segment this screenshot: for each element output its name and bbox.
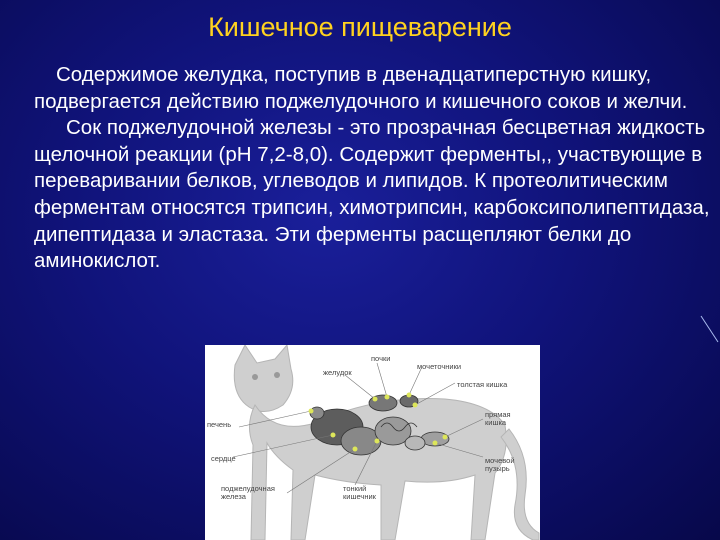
label-pancreas: поджелудочная железа xyxy=(221,484,275,501)
label-heart: сердце xyxy=(211,454,236,463)
slide-title: Кишечное пищеварение xyxy=(208,12,512,42)
cat-illustration xyxy=(205,345,540,540)
label-ureters: мочеточники xyxy=(417,362,462,371)
slide-body xyxy=(34,62,718,275)
label-bladder: мочевой пузырь xyxy=(485,456,515,473)
label-large-intestine: толстая кишка xyxy=(457,380,508,389)
label-small-intestine: тонкий кишечник xyxy=(343,484,376,501)
paragraph-2: Сок поджелудочной железы - это прозрачная бесцветная жидкость щелочной реакции (рН 7,2-8,0). Содержит ферменты,, участвующие в переваривании белков, углеводов и липидов. К протеолитическим ферментам относятся трипсин, химотрипсин, карбоксиполипептидаза, дипептидаза и эластаза. Эти ферменты расщепляют белки до аминокислот. xyxy=(34,116,710,273)
label-kidneys: почки xyxy=(371,354,391,363)
paragraph-1: Содержимое желудка, поступив в двенадцатиперстную кишку, подвергается действию поджелудочного и кишечного соков и желчи. xyxy=(34,63,688,113)
label-rectum: прямая кишка xyxy=(485,410,511,427)
cat-anatomy-diagram xyxy=(205,345,540,540)
label-liver: печень xyxy=(207,420,232,429)
label-stomach: желудок xyxy=(323,368,352,377)
decorative-corner-line xyxy=(698,314,720,344)
